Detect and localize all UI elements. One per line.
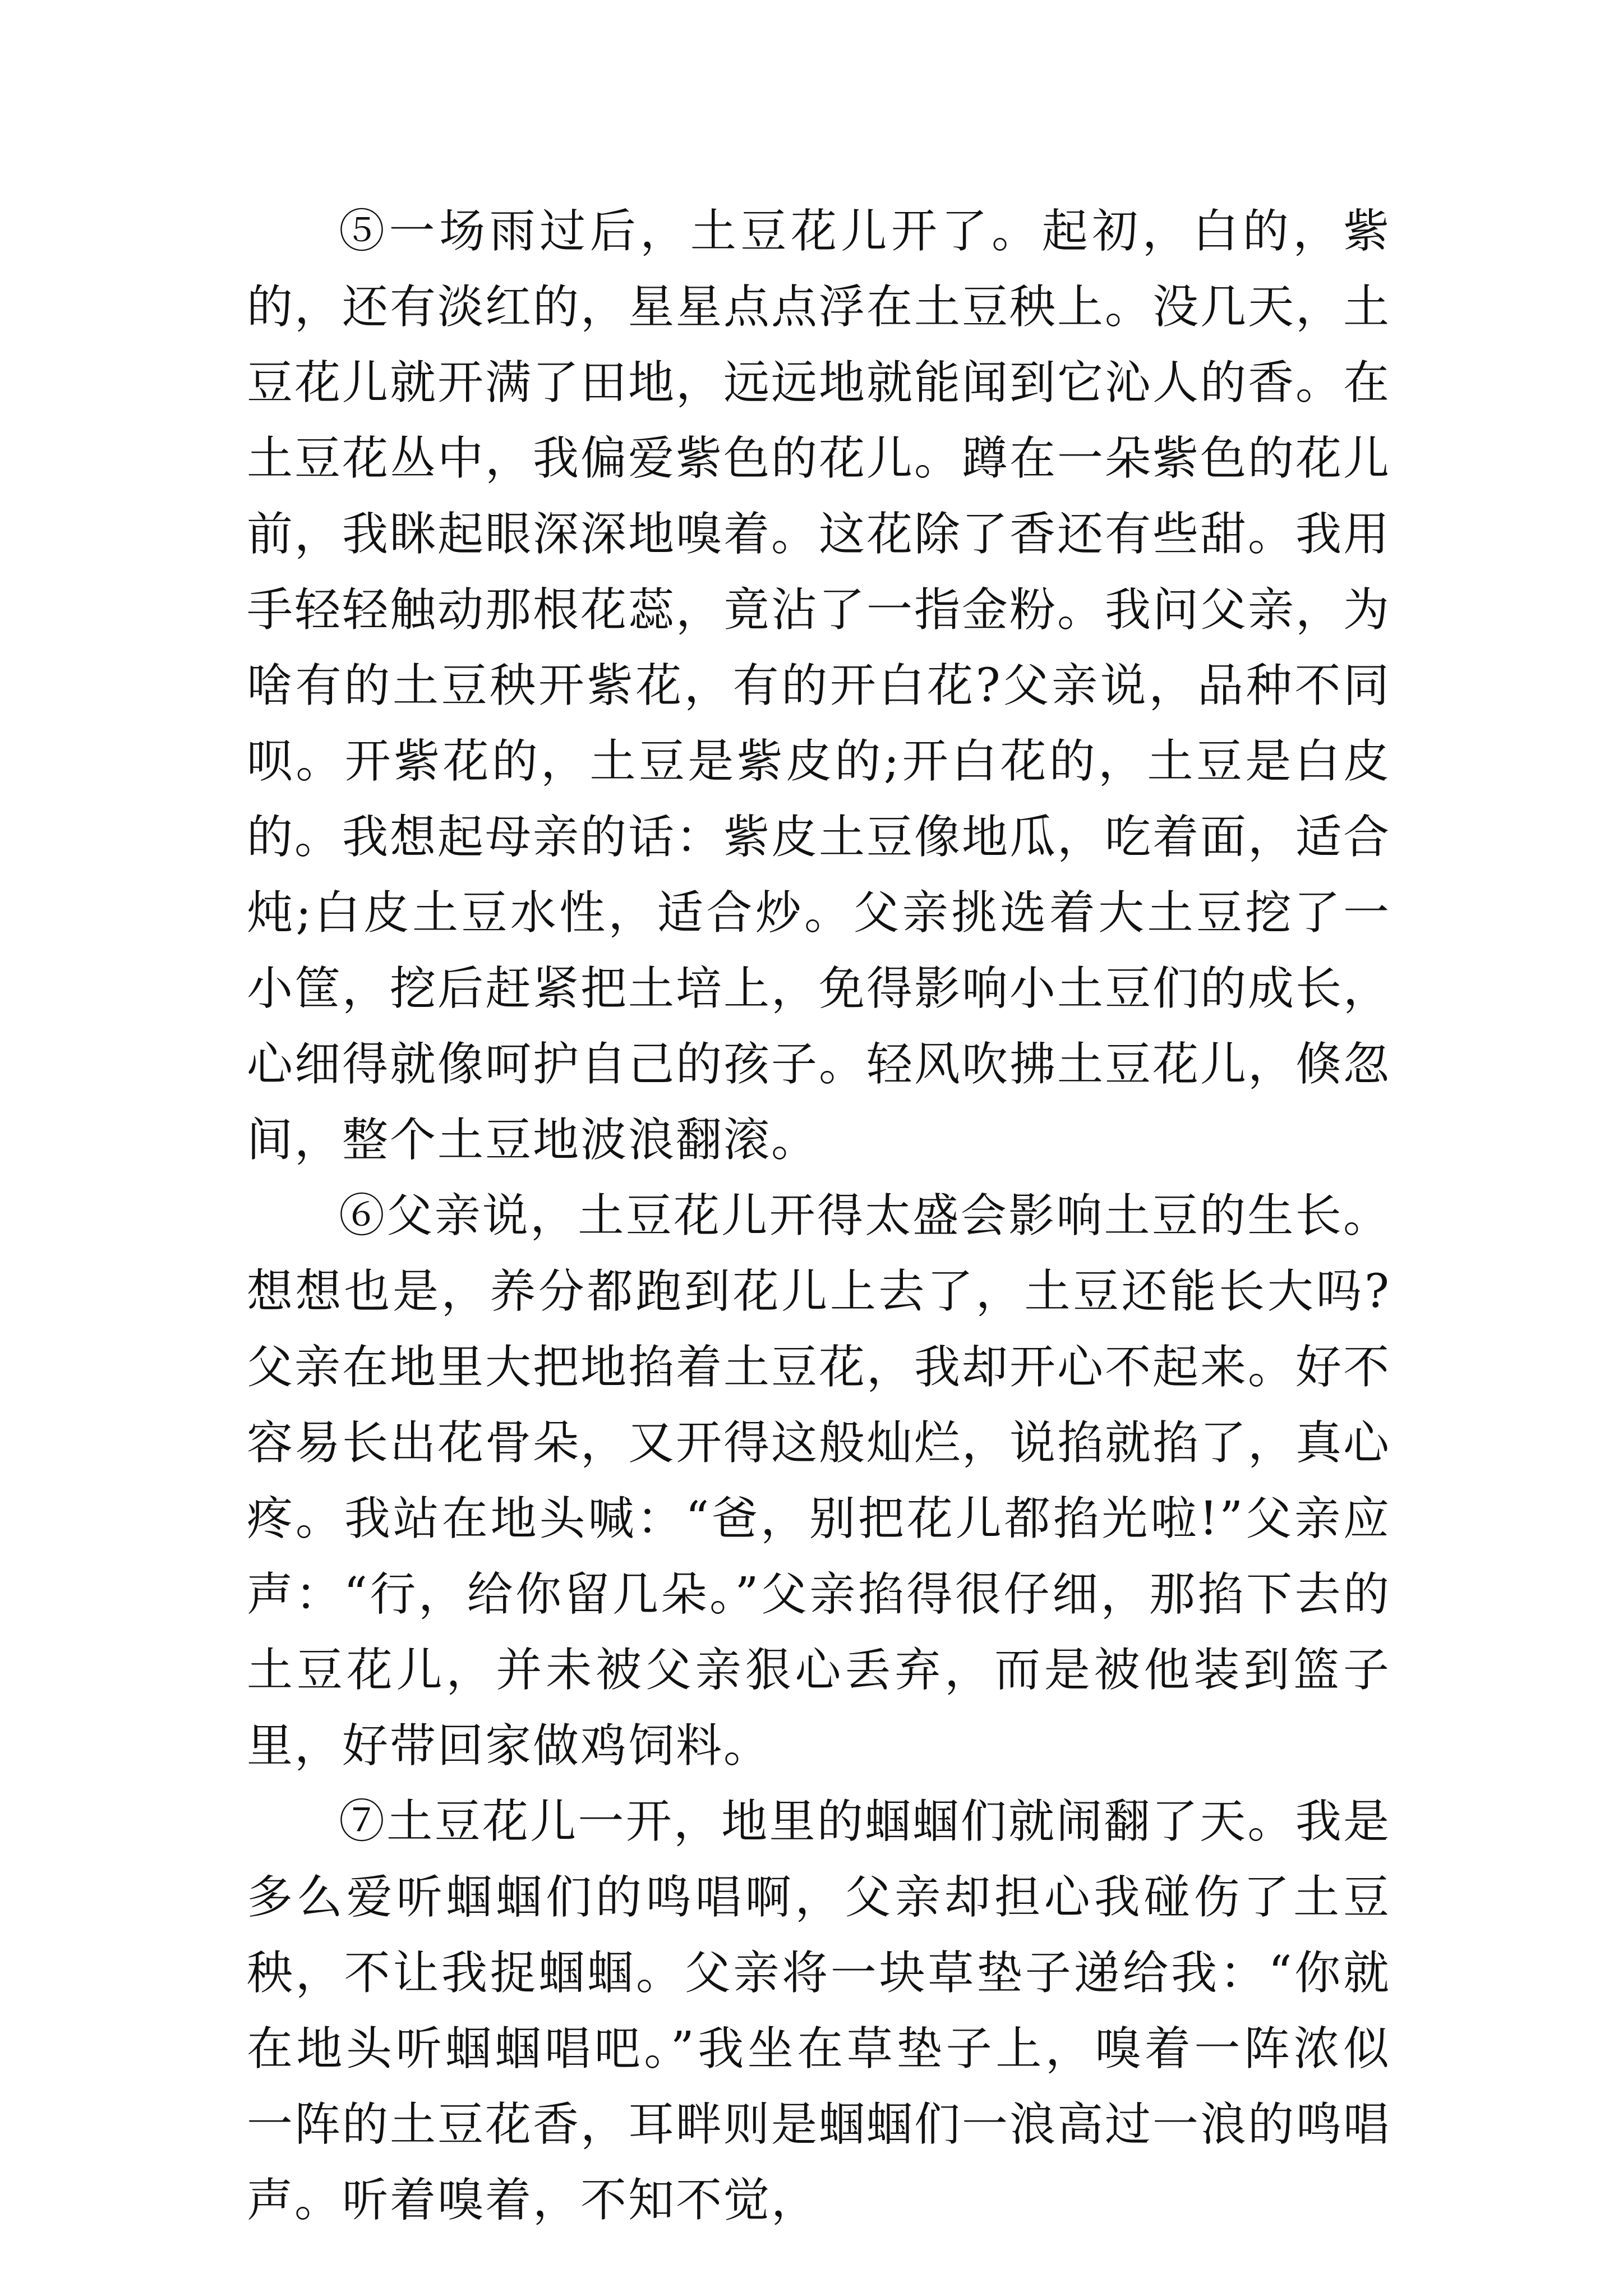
article-body [247, 194, 1391, 2238]
paragraph-5: ⑤一场雨过后，土豆花儿开了。起初，白的，紫的，还有淡红的，星星点点浮在土豆秧上。没几天，土豆花儿就开满了田地，远远地就能闻到它沁人的香。在土豆花丛中，我偏爱紫色的花儿。蹲在一朵紫色的花儿前，我眯起眼深深地嗅着。这花除了香还有些甜。我用手轻轻触动那根花蕊，竟沾了一指金粉。我问父亲，为啥有的土豆秧开紫花，有的开白花?父亲说，品种不同呗。开紫花的，土豆是紫皮的;开白花的，土豆是白皮的。我想起母亲的话：紫皮土豆像地瓜，吃着面，适合炖;白皮土豆水性，适合炒。父亲挑选着大土豆挖了一小筐，挖后赶紧把土培上，免得影响小土豆们的成长，心细得就像呵护自己的孩子。轻风吹拂土豆花儿，倏忽间，整个土豆地波浪翻滚。 [247, 205, 1391, 1167]
paragraph-6: ⑥父亲说，土豆花儿开得太盛会影响土豆的生长。想想也是，养分都跑到花儿上去了，土豆还能长大吗?父亲在地里大把地掐着土豆花，我却开心不起来。好不容易长出花骨朵，又开得这般灿烂，说掐就掐了，真心疼。我站在地头喊：“爸，别把花儿都掐光啦!”父亲应声：“行，给你留几朵。”父亲掐得很仔细，那掐下去的土豆花儿，并未被父亲狠心丢弃，而是被他装到篮子里，好带回家做鸡饲料。 [247, 1189, 1391, 1773]
paragraph-7: ⑦土豆花儿一开，地里的蝈蝈们就闹翻了天。我是多么爱听蝈蝈们的鸣唱啊，父亲却担心我碰伤了土豆秧，不让我捉蝈蝈。父亲将一块草垫子递给我：“你就在地头听蝈蝈唱吧。”我坐在草垫子上，嗅着一阵浓似一阵的土豆花香，耳畔则是蝈蝈们一浪高过一浪的鸣唱声。听着嗅着，不知不觉， [247, 1795, 1391, 2227]
